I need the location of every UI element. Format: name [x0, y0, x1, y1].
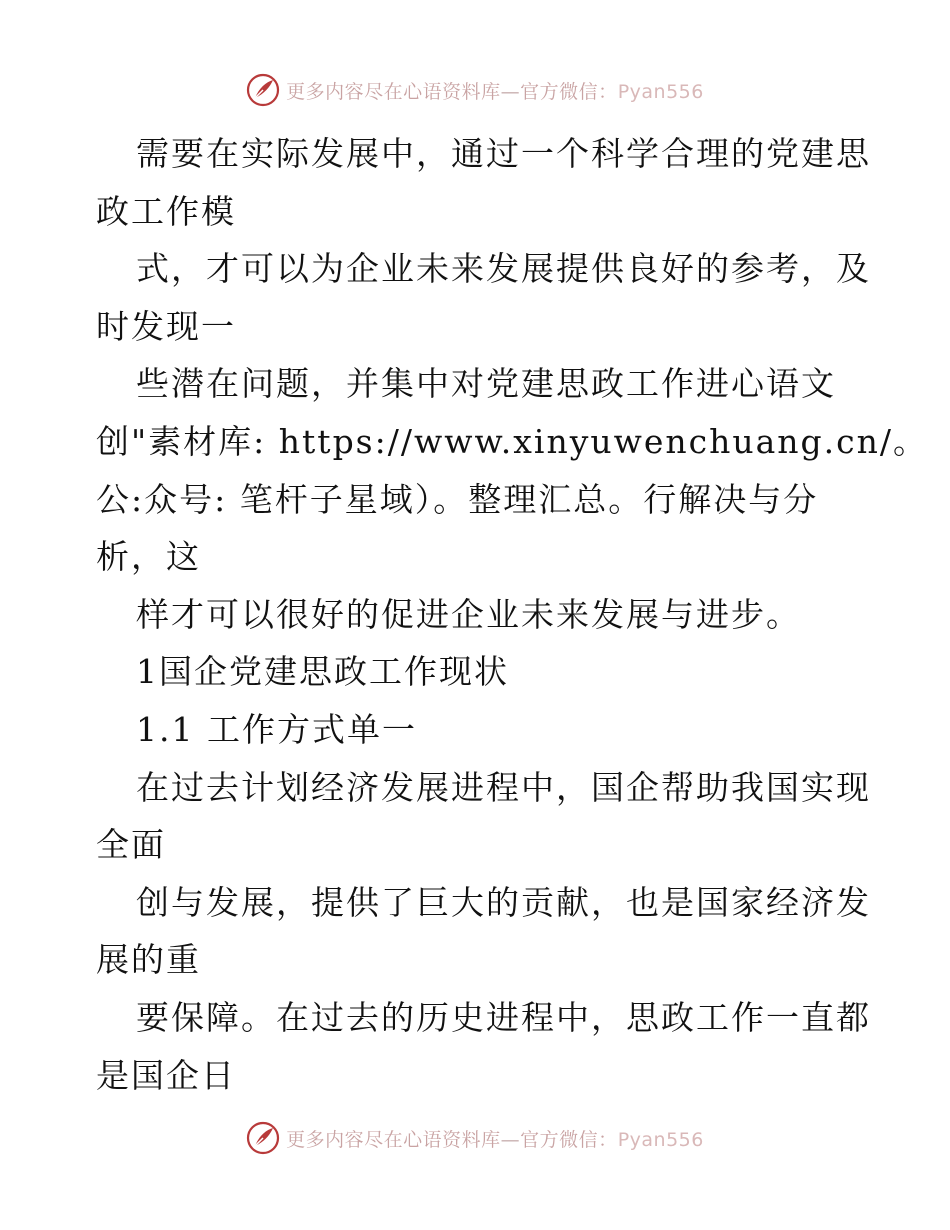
watermark-wechat-id: Pyan556: [617, 80, 704, 103]
watermark-wechat-label: 官方微信：: [520, 1128, 618, 1151]
quill-pen-logo-icon: [246, 1121, 280, 1155]
text-line: 时发现一: [96, 306, 236, 346]
header-watermark: [0, 70, 950, 110]
text-line: 需要在实际发展中，通过一个科学合理的党建思: [136, 134, 871, 173]
watermark-main-text: 更多内容尽在心语资料库: [286, 1128, 501, 1151]
text-line: 式，才可以为企业未来发展提供良好的参考，及: [136, 249, 871, 289]
text-line: 在过去计划经济发展进程中，国企帮助我国实现: [136, 767, 871, 807]
watermark-text: [286, 77, 704, 104]
text-line: 是国企日: [96, 1055, 236, 1095]
watermark-text: [286, 1125, 704, 1152]
watermark-wechat-id: Pyan556: [617, 1128, 704, 1151]
subsection-heading: 1.1 工作方式单一: [136, 709, 417, 749]
text-line: 要保障。在过去的历史进程中，思政工作一直都: [136, 997, 871, 1037]
watermark-main-text: 更多内容尽在心语资料库: [286, 80, 501, 103]
section-heading: 1国企党建思政工作现状: [136, 652, 509, 692]
quill-pen-logo-icon: [246, 73, 280, 107]
text-line: 创与发展，提供了巨大的贡献，也是国家经济发: [136, 882, 871, 922]
text-line: 全面: [96, 825, 166, 865]
text-line: 析，这: [96, 537, 201, 577]
text-line: 展的重: [96, 940, 201, 980]
footer-watermark: [0, 1118, 950, 1158]
text-line-url: 创"素材库: https://www.xinyuwenchuang.cn/。: [96, 421, 929, 461]
watermark-separator: —: [500, 1128, 521, 1151]
text-line: 公:众号: 笔杆子星域）。整理汇总。行解决与分: [96, 479, 819, 519]
document-body: [96, 125, 929, 1104]
text-line: 政工作模: [96, 191, 236, 231]
watermark-separator: —: [500, 80, 521, 103]
text-line: 样才可以很好的促进企业未来发展与进步。: [136, 594, 801, 634]
watermark-wechat-label: 官方微信：: [520, 80, 618, 103]
text-line: 些潜在问题，并集中对党建思政工作进心语文: [136, 364, 836, 404]
